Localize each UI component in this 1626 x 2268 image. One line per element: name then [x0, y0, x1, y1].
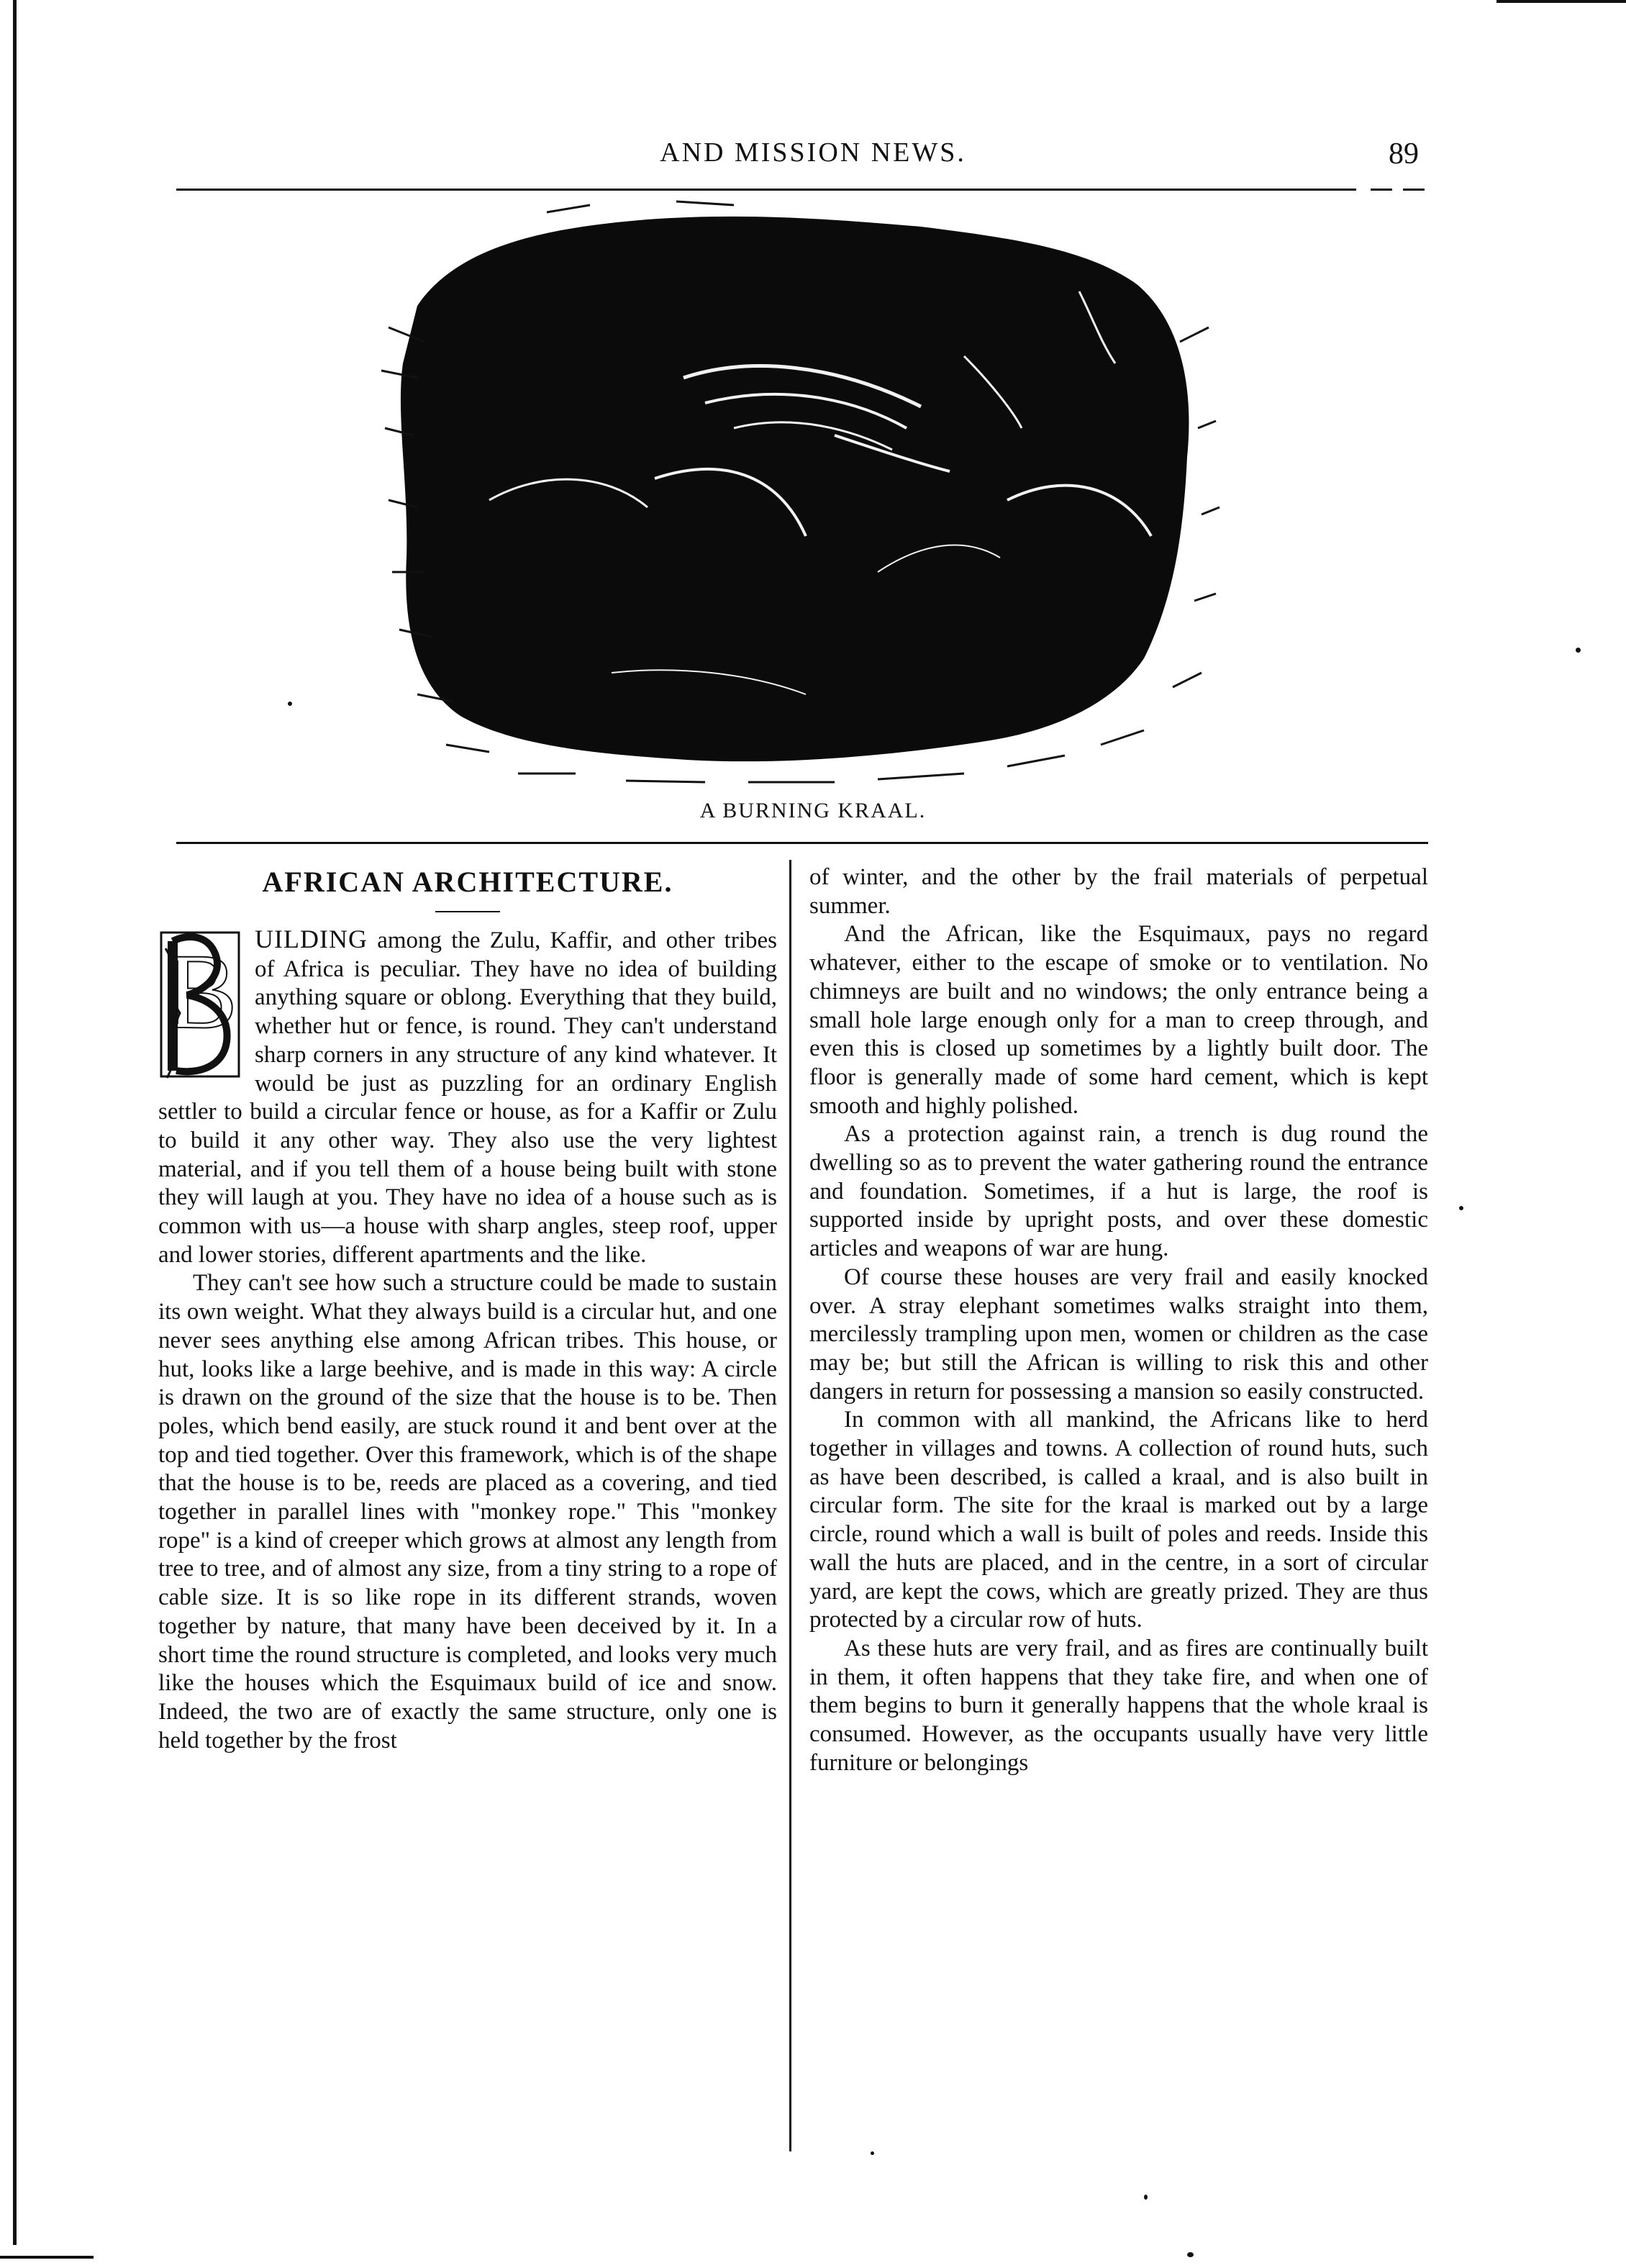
left-column [158, 863, 777, 1755]
right-column [809, 863, 1428, 1778]
header-rule-dash [1403, 189, 1425, 191]
scan-speck [1576, 648, 1581, 653]
paragraph: As a protection against rain, a trench is dug round the dwelling so as to prevent the water gathering round the entrance and foundation. Sometimes, if a hut is large, the roof is supported inside by upright posts, and over these domestic articles and weapons of war are hung. [809, 1121, 1428, 1262]
paragraph: In common with all mankind, the Africans like to herd together in villages and towns. A collection of round huts, such as have been described, is called a kraal, and is also built in circular form. The site for the kraal is marked out by a large circle, round which a wall is built of poles and reeds. Inside this wall the huts are placed, and in the centre, in a sort of circular yard, are kept the cows, which are greatly prized. They are thus protected by a circular row of huts. [809, 1407, 1428, 1633]
burning-kraal-illustration [374, 198, 1223, 791]
illustration-caption: A BURNING KRAAL. [699, 799, 927, 822]
header-rule-dash [1371, 189, 1392, 191]
header-rule [176, 189, 1356, 191]
dropcap-letter: B [165, 932, 238, 1051]
scan-speck [1459, 1206, 1463, 1210]
page-edge-left [13, 0, 17, 2245]
title-rule [435, 911, 500, 912]
paragraph: They can't see how such a structure could be made to sustain its own weight. What they always build is a circular hut, and one never sees anything else among African tribes. This house, or hut, looks like a large beehive, and is made in this way: A circle is drawn on the ground of the size that the house is to be. Then poles, which bend easily, are stuck round it and bent over at the top and tied together. Over this framework, which is of the shape that the house is to be, reeds are placed as a covering, and tied together in parallel lines with "monkey rope." This "monkey rope" is a kind of creeper which grows at almost any length from tree to tree, and of almost any size, from a tiny string to a rope of cable size. It is so like rope in its different strands, woven together by nature, that many have been deceived by it. In a short time the round structure is completed, and looks very much like the houses which the Esquimaux build of ice and snow. Indeed, the two are of exactly the same structure, only one is held together by the frost [158, 1270, 777, 1754]
paragraph: And the African, like the Esquimaux, pays no regard whatever, either to the escape of smoke or to ventilation. No chimneys are built and no windows; the only entrance being a small hole large enough only for a man to creep through, and even this is closed up sometimes by a lightly built door. The floor is generally made of some hard cement, which is kept smooth and highly polished. [809, 921, 1428, 1119]
lead-word: UILDING [255, 925, 368, 953]
column-divider [789, 860, 791, 2151]
continued-paragraph: of winter, and the other by the frail materials of perpetual summer. [809, 864, 1428, 919]
scan-speck [1144, 2195, 1148, 2200]
dropcap-ornament [158, 927, 245, 1085]
paragraph: Of course these houses are very frail and easily knocked over. A stray elephant sometimes walks straight into them, mercilessly trampling upon men, women or children as the case may be; but still the African is willing to risk this and other dangers in return for possessing a mansion so easily constructed. [809, 1264, 1428, 1405]
page-edge-top [1496, 0, 1626, 3]
scan-mark [0, 2256, 94, 2259]
first-paragraph-text: among the Zulu, Kaffir, and other tribes of Africa is peculiar. They have no idea of building anything square or oblong. Everything that they build, whether hut or fence, is round. They can't understand sharp corners in any structure of any kind whatever. It would be just as puzzling for an ordinary English settler to build a circular fence or house, as for a Kaffir or Zulu to build it any other way. They also use the very lightest material, and if you tell them of a house being built with stone they will laugh at you. They have no idea of a house such as is common with us—a house with sharp angles, steep roof, upper and lower stories, different apartments and the like. [158, 927, 777, 1268]
scan-speck [871, 2151, 874, 2155]
scan-speck [288, 702, 292, 706]
caption-rule [176, 842, 1428, 844]
paragraph: As these huts are very frail, and as fires are continually built in them, it often happens that they take fire, and when one of them begins to burn it generally happens that the whole kraal is consumed. However, as the occupants usually have very little furniture or belongings [809, 1635, 1428, 1776]
running-header: AND MISSION NEWS. [660, 137, 966, 168]
article-title: AFRICAN ARCHITECTURE. [262, 866, 673, 898]
page-number: 89 [1389, 137, 1419, 171]
first-paragraph [158, 925, 777, 1269]
scan-speck [1187, 2252, 1194, 2257]
illustration-dark-mass [401, 217, 1189, 761]
